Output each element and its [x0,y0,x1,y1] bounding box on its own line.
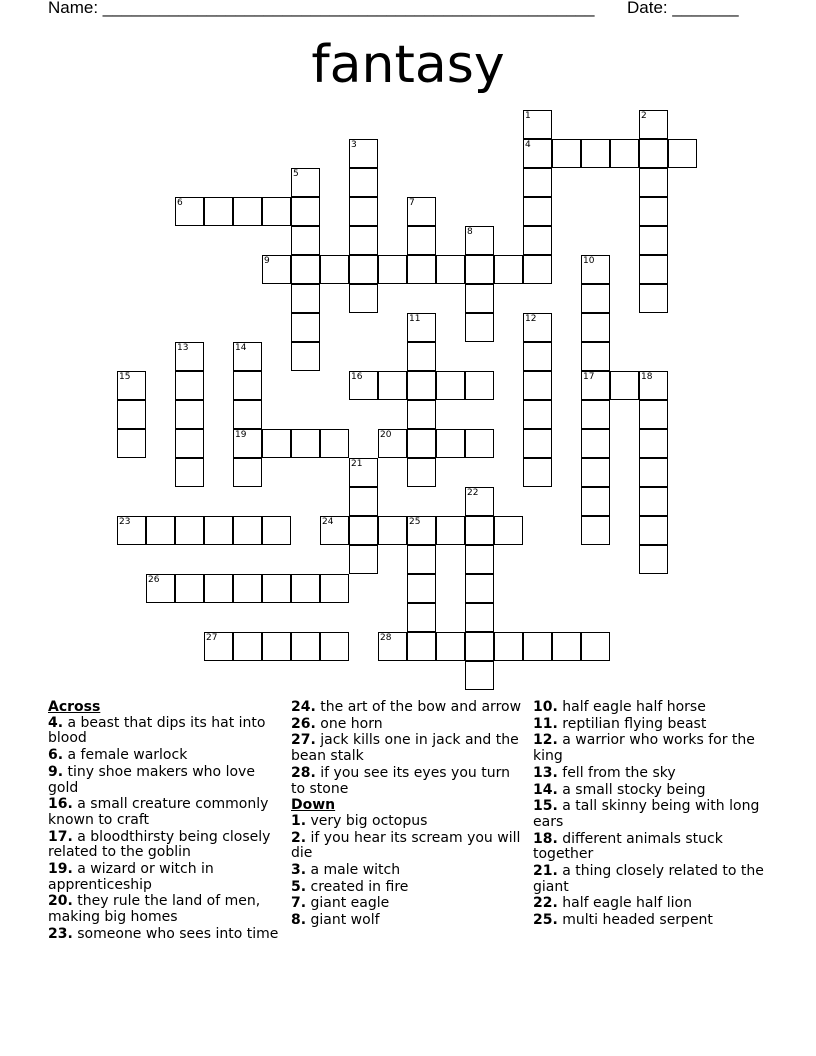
grid-cell[interactable] [233,458,262,487]
grid-cell[interactable] [233,371,262,400]
clue-number: 7 [409,198,415,208]
clue-number: 6 [177,198,183,208]
grid-cell[interactable] [204,632,233,661]
clue-item [48,862,283,893]
clue-item [533,733,768,764]
clue-number: 2 [641,111,647,121]
grid-cell[interactable] [668,139,697,168]
clue-item [48,748,283,764]
grid-cell[interactable] [407,313,436,342]
clue-number: 8 [467,227,473,237]
clue-item-number: 21. [533,863,558,880]
clue-number: 12 [525,314,537,324]
grid-cell[interactable] [117,400,146,429]
puzzle-title: fantasy [311,35,505,95]
clue-item [533,799,768,830]
grid-cell[interactable] [407,458,436,487]
grid-cell[interactable] [610,139,639,168]
grid-cell[interactable] [465,429,494,458]
grid-cell[interactable] [639,487,668,516]
clue-item [533,700,768,716]
grid-cell[interactable] [117,516,146,545]
clue-item-number: 19. [48,861,73,878]
clue-item-text: half eagle half lion [557,895,692,912]
grid-cell[interactable] [581,371,610,400]
grid-cell[interactable] [552,632,581,661]
grid-cell[interactable] [291,313,320,342]
clue-item [291,766,526,797]
clues-column-3 [533,700,768,930]
grid-cell[interactable] [581,516,610,545]
clue-item [291,814,526,830]
clue-item-text: half eagle half horse [557,699,706,715]
grid-cell[interactable] [523,168,552,197]
clue-item [291,831,526,862]
clue-item [291,863,526,879]
grid-cell[interactable] [349,371,378,400]
across-clue-list [48,716,283,943]
grid-cell[interactable] [291,284,320,313]
grid-cell[interactable] [581,139,610,168]
grid-cell[interactable] [523,458,552,487]
clue-item-number: 23. [48,925,73,942]
grid-cell[interactable] [320,632,349,661]
clue-item [533,913,768,929]
clue-item-number: 16. [48,796,73,813]
clue-item-text: giant wolf [306,912,380,929]
clue-item-number: 17. [48,828,73,845]
grid-cell[interactable] [175,342,204,371]
grid-cell[interactable] [407,516,436,545]
grid-cell[interactable] [639,458,668,487]
clue-item-text: jack kills one in jack and the bean stalk [291,732,519,765]
grid-cell[interactable] [291,342,320,371]
clue-item [48,927,283,943]
grid-cell[interactable] [465,255,494,284]
clue-number: 27 [206,633,218,643]
clue-number: 1 [525,111,531,121]
clue-item-number: 15. [533,798,558,815]
grid-cell[interactable] [639,516,668,545]
clue-number: 11 [409,314,421,324]
clue-item-number: 13. [533,764,558,781]
grid-cell[interactable] [117,371,146,400]
grid-cell[interactable] [465,313,494,342]
grid-cell[interactable] [291,197,320,226]
grid-cell[interactable] [378,516,407,545]
grid-cell[interactable] [465,487,494,516]
clue-item-text: multi headed serpent [557,912,713,929]
grid-cell[interactable] [233,197,262,226]
clue-item [533,864,768,895]
grid-cell[interactable] [523,226,552,255]
clue-number: 17 [583,372,595,382]
grid-cell[interactable] [407,226,436,255]
clue-item-number: 26. [291,715,316,732]
grid-cell[interactable] [523,313,552,342]
grid-cell[interactable] [523,139,552,168]
across-clue-list-continued [291,700,526,797]
grid-cell[interactable] [407,545,436,574]
clue-number: 24 [322,517,334,527]
grid-cell[interactable] [146,516,175,545]
clue-number: 5 [293,169,299,179]
clue-item-number: 6. [48,747,64,764]
clue-item-text: a bloodthirsty being closely related to the goblin [48,828,271,861]
clue-item-text: one horn [315,715,383,732]
grid-cell[interactable] [233,574,262,603]
clue-item-text: tiny shoe makers who love gold [48,763,255,796]
clue-number: 14 [235,343,247,353]
grid-cell[interactable] [523,255,552,284]
grid-cell[interactable] [117,429,146,458]
grid-cell[interactable] [204,574,233,603]
grid-cell[interactable] [349,516,378,545]
clue-item-number: 27. [291,732,316,749]
grid-cell[interactable] [320,516,349,545]
down-clue-list-continued [533,700,768,929]
grid-cell[interactable] [639,168,668,197]
grid-cell[interactable] [465,574,494,603]
clue-number: 18 [641,372,653,382]
clue-item-number: 8. [291,912,307,929]
grid-cell[interactable] [320,574,349,603]
grid-cell[interactable] [349,255,378,284]
grid-cell[interactable] [523,429,552,458]
grid-cell[interactable] [581,429,610,458]
clue-item-text: a tall skinny being with long ears [533,798,760,830]
clue-item-number: 20. [48,893,73,910]
clue-item [291,733,526,764]
grid-cell[interactable] [291,632,320,661]
clue-item-text: a wizard or witch in apprenticeship [48,861,214,893]
clue-item-text: if you see its eyes you turn to stone [291,764,510,797]
grid-cell[interactable] [407,429,436,458]
grid-cell[interactable] [639,139,668,168]
grid-cell[interactable] [581,632,610,661]
grid-cell[interactable] [175,429,204,458]
clue-item-number: 10. [533,699,558,715]
down-heading: Down [291,797,336,814]
grid-cell[interactable] [349,226,378,255]
clue-number: 9 [264,256,270,266]
clues-column-2 [291,700,526,930]
grid-cell[interactable] [175,516,204,545]
clues-column-1 [48,700,283,944]
grid-cell[interactable] [465,284,494,313]
clue-item [48,716,283,747]
grid-cell[interactable] [407,255,436,284]
clue-item-number: 22. [533,895,558,912]
grid-cell[interactable] [465,603,494,632]
clue-number: 13 [177,343,189,353]
grid-cell[interactable] [465,226,494,255]
grid-cell[interactable] [465,661,494,690]
clue-number: 22 [467,488,479,498]
grid-cell[interactable] [407,400,436,429]
grid-cell[interactable] [233,400,262,429]
grid-cell[interactable] [175,574,204,603]
clue-item [48,797,283,828]
clue-item [291,896,526,912]
clue-item-number: 9. [48,763,64,780]
clue-number: 3 [351,140,357,150]
date-field-label[interactable]: Date: _______ [627,0,739,17]
clue-item [533,832,768,863]
grid-cell[interactable] [523,110,552,139]
grid-cell[interactable] [320,429,349,458]
grid-cell[interactable] [639,429,668,458]
grid-cell[interactable] [465,545,494,574]
grid-cell[interactable] [581,313,610,342]
grid-cell[interactable] [233,429,262,458]
clue-number: 10 [583,256,595,266]
grid-cell[interactable] [233,342,262,371]
clue-item [533,766,768,782]
clue-item-number: 2. [291,829,307,846]
grid-cell[interactable] [465,371,494,400]
clue-item [48,765,283,796]
grid-cell[interactable] [581,400,610,429]
grid-cell[interactable] [262,255,291,284]
grid-cell[interactable] [175,458,204,487]
grid-cell[interactable] [610,371,639,400]
clue-item-number: 12. [533,732,558,749]
clue-number: 28 [380,633,392,643]
grid-cell[interactable] [581,255,610,284]
grid-cell[interactable] [639,400,668,429]
grid-cell[interactable] [378,632,407,661]
grid-cell[interactable] [175,371,204,400]
grid-cell[interactable] [349,197,378,226]
clue-item-text: fell from the sky [557,764,676,781]
grid-cell[interactable] [436,632,465,661]
clue-item-number: 4. [48,714,64,731]
clue-number: 26 [148,575,160,585]
clue-number: 4 [525,140,531,150]
clue-number: 21 [351,459,363,469]
clue-item-text: giant eagle [306,895,390,912]
clue-item-number: 1. [291,812,307,829]
grid-cell[interactable] [204,197,233,226]
grid-cell[interactable] [204,516,233,545]
grid-cell[interactable] [291,574,320,603]
grid-cell[interactable] [407,603,436,632]
clue-item [533,896,768,912]
grid-cell[interactable] [291,226,320,255]
grid-cell[interactable] [262,516,291,545]
grid-cell[interactable] [494,632,523,661]
grid-cell[interactable] [465,632,494,661]
clue-item [48,830,283,861]
grid-cell[interactable] [436,516,465,545]
grid-cell[interactable] [581,487,610,516]
grid-cell[interactable] [349,458,378,487]
grid-cell[interactable] [175,197,204,226]
clue-item-text: created in fire [306,878,409,895]
grid-cell[interactable] [494,516,523,545]
clue-item-text: a warrior who works for the king [533,732,755,765]
grid-cell[interactable] [407,574,436,603]
clue-item-text: a thing closely related to the giant [533,863,764,895]
grid-cell[interactable] [349,139,378,168]
clue-item-text: if you hear its scream you will die [291,829,521,862]
clue-item-text: someone who sees into time [72,925,279,942]
clue-item-text: reptilian flying beast [557,715,707,732]
grid-cell[interactable] [349,545,378,574]
clue-item-number: 28. [291,764,316,781]
grid-cell[interactable] [349,487,378,516]
grid-cell[interactable] [581,284,610,313]
clue-item-text: the art of the bow and arrow [315,699,522,715]
clue-number: 23 [119,517,131,527]
grid-cell[interactable] [523,371,552,400]
grid-cell[interactable] [262,632,291,661]
grid-cell[interactable] [407,342,436,371]
grid-cell[interactable] [523,342,552,371]
grid-cell[interactable] [523,197,552,226]
grid-cell[interactable] [581,458,610,487]
grid-cell[interactable] [146,574,175,603]
clue-number: 19 [235,430,247,440]
grid-cell[interactable] [262,574,291,603]
grid-cell[interactable] [407,632,436,661]
clue-item [533,783,768,799]
clue-item-number: 14. [533,781,558,798]
grid-cell[interactable] [262,197,291,226]
grid-cell[interactable] [436,255,465,284]
grid-cell[interactable] [378,255,407,284]
clue-item [291,880,526,896]
grid-cell[interactable] [407,371,436,400]
clue-item-text: a beast that dips its hat into blood [48,714,266,747]
grid-cell[interactable] [175,400,204,429]
clue-item-text: very big octopus [306,812,428,829]
clue-item [533,717,768,733]
grid-cell[interactable] [378,429,407,458]
grid-cell[interactable] [349,284,378,313]
grid-cell[interactable] [523,400,552,429]
clue-item-number: 25. [533,912,558,929]
grid-cell[interactable] [494,255,523,284]
grid-cell[interactable] [552,139,581,168]
grid-cell[interactable] [233,632,262,661]
grid-cell[interactable] [291,255,320,284]
clue-item-text: different animals stuck together [533,830,723,863]
grid-cell[interactable] [291,168,320,197]
grid-cell[interactable] [639,110,668,139]
clue-item-text: a small creature commonly known to craft [48,796,269,828]
grid-cell[interactable] [233,516,262,545]
grid-cell[interactable] [349,168,378,197]
grid-cell[interactable] [523,632,552,661]
grid-cell[interactable] [407,197,436,226]
grid-cell[interactable] [291,429,320,458]
clue-item-number: 5. [291,878,307,895]
clue-item-text: a male witch [306,862,401,879]
clue-item [291,913,526,929]
across-heading: Across [48,699,101,715]
grid-cell[interactable] [436,429,465,458]
grid-cell[interactable] [581,342,610,371]
clue-item-number: 18. [533,830,558,847]
grid-cell[interactable] [436,371,465,400]
clue-item-text: a female warlock [63,747,188,764]
grid-cell[interactable] [639,255,668,284]
name-field-label[interactable]: Name: ____________________________________________________ [48,0,595,17]
grid-cell[interactable] [639,545,668,574]
clue-number: 16 [351,372,363,382]
grid-cell[interactable] [639,284,668,313]
clue-number: 15 [119,372,131,382]
clue-item-number: 24. [291,699,316,715]
grid-cell[interactable] [320,255,349,284]
grid-cell[interactable] [378,371,407,400]
down-clue-list [291,814,526,929]
clue-item-number: 7. [291,895,307,912]
clue-item [291,717,526,733]
clue-item-number: 11. [533,715,558,732]
clue-number: 20 [380,430,392,440]
grid-cell[interactable] [639,226,668,255]
clue-item-text: a small stocky being [557,781,706,798]
clue-number: 25 [409,517,421,527]
grid-cell[interactable] [639,371,668,400]
grid-cell[interactable] [262,429,291,458]
grid-cell[interactable] [639,197,668,226]
clue-item-text: they rule the land of men, making big homes [48,893,261,926]
clue-item [48,894,283,925]
clue-item-number: 3. [291,862,307,879]
grid-cell[interactable] [465,516,494,545]
clue-item [291,700,526,716]
